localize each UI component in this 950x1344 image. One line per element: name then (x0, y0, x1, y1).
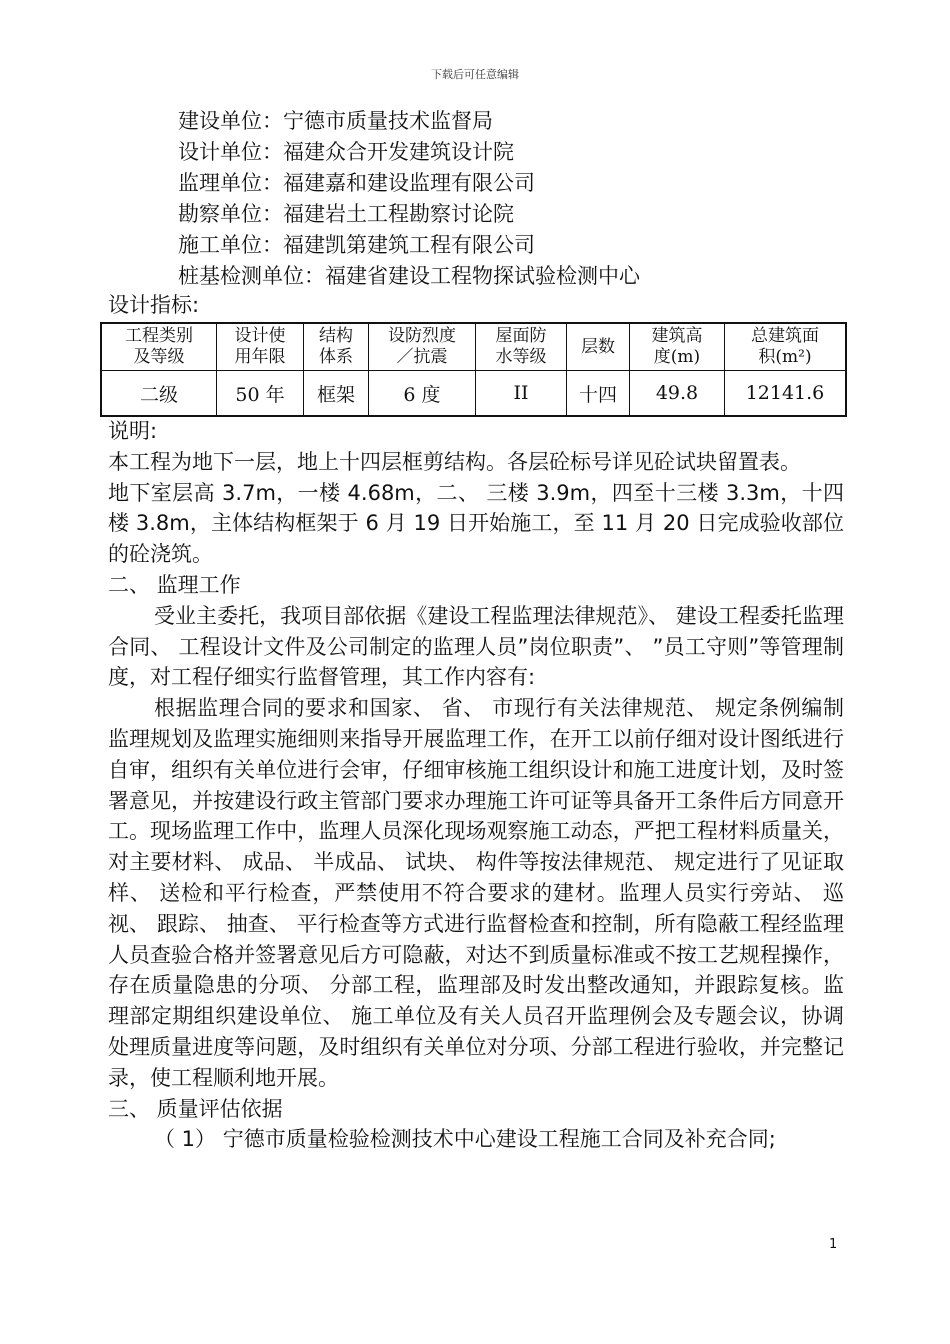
survey-unit: 勘察单位：福建岩土工程勘察讨论院 (178, 202, 514, 226)
section-title: 三、 质量评估依据 (108, 1096, 283, 1121)
header-cell-structure: 结构 体系 (304, 323, 369, 371)
header-cell-category: 工程类别 及等级 (101, 323, 217, 371)
page-header: 下载后可任意编辑 (431, 68, 519, 81)
header-cell-seismic: 设防烈度 ／抗震 (369, 323, 476, 371)
header-cell-service-life: 设计使 用年限 (217, 323, 304, 371)
page-number: 1 (829, 1237, 838, 1252)
cell-service-life: 50 年 (217, 371, 304, 417)
cell-floors: 十四 (567, 371, 630, 417)
cell-area: 12141.6 (725, 371, 847, 417)
design-indicators-label: 设计指标: (108, 293, 200, 317)
header-cell-floors: 层数 (567, 323, 630, 371)
cell-category: 二级 (101, 371, 217, 417)
project-units (178, 106, 640, 292)
cell-structure: 框架 (304, 371, 369, 417)
section-paragraph: 受业主委托，我项目部依据《建设工程监理法律规范》、 建设工程委托监理合同、 工程设计文件及公司制定的监理人员”岗位职责”、 ”员工守则”等管理制度，对工程仔细实行监督管理，其工作内容有: (108, 603, 844, 690)
cell-waterproof: II (476, 371, 567, 417)
design-indicators-table (100, 322, 847, 417)
table-row (101, 371, 846, 417)
document-body (108, 416, 844, 1155)
table-header-row (101, 323, 846, 371)
header-cell-area: 总建筑面 积(m²) (725, 323, 847, 371)
cell-seismic: 6 度 (369, 371, 476, 417)
notes-label: 说明: (108, 419, 158, 443)
supervision-unit: 监理单位：福建嘉和建设监理有限公司 (178, 171, 535, 195)
section-paragraph: 根据监理合同的要求和国家、 省、 市现行有关法律规范、 规定条例编制监理规划及监理实施细则来指导开展监理工作，在开工以前仔细对设计图纸进行自审，组织有关单位进行会审，仔细审核施工组织设计和施工进度计划，及时签署意见，并按建设行政主管部门要求办理施工许可证等具备开工条件后方同意开工。现场监理工作中，监理人员深化现场观察施工动态，严把工程材料质量关，对主要材料、 成品、 半成品、 试块、 构件等按法律规范、 规定进行了见证取样、 送检和平行检查，严禁使用不符合要求的建材。监理人员实行旁站、 巡视、 跟踪、 抽查、 平行检查等方式进行监督检查和控制，所有隐蔽工程经监理人员查验合格并签署意见后方可隐蔽，对达不到质量标准或不按工艺规程操作，存在质量隐患的分项、 分部工程，监理部及时发出整改通知，并跟踪复核。监理部定期组织建设单位、 施工单位及有关人员召开监理例会及专题会议，协调处理质量进度等问题，及时组织有关单位对分项、分部工程进行验收，并完整记录，使工程顺利地开展。 (108, 696, 844, 1090)
construction-unit: 建设单位：宁德市质量技术监督局 (178, 109, 493, 133)
note-paragraph: 地下室层高 3.7m，一楼 4.68m，二、 三楼 3.9m，四至十三楼 3.3m，十四楼 3.8m，主体结构框架于 6 月 19 日开始施工，至 11 月 20 日完成验收部位的砼浇筑。 (108, 480, 844, 567)
header-cell-waterproof: 屋面防 水等级 (476, 323, 567, 371)
pile-testing-unit: 桩基检测单位：福建省建设工程物探试验检测中心 (178, 264, 640, 288)
list-item: （ 1） 宁德市质量检验检测技术中心建设工程施工合同及补充合同; (154, 1127, 776, 1152)
header-cell-height: 建筑高 度(m) (630, 323, 725, 371)
section-title: 二、 监理工作 (108, 572, 241, 597)
cell-height: 49.8 (630, 371, 725, 417)
design-unit: 设计单位：福建众合开发建筑设计院 (178, 140, 514, 164)
contractor-unit: 施工单位：福建凯第建筑工程有限公司 (178, 233, 535, 257)
note-paragraph: 本工程为地下一层，地上十四层框剪结构。各层砼标号详见砼试块留置表。 (108, 449, 801, 474)
